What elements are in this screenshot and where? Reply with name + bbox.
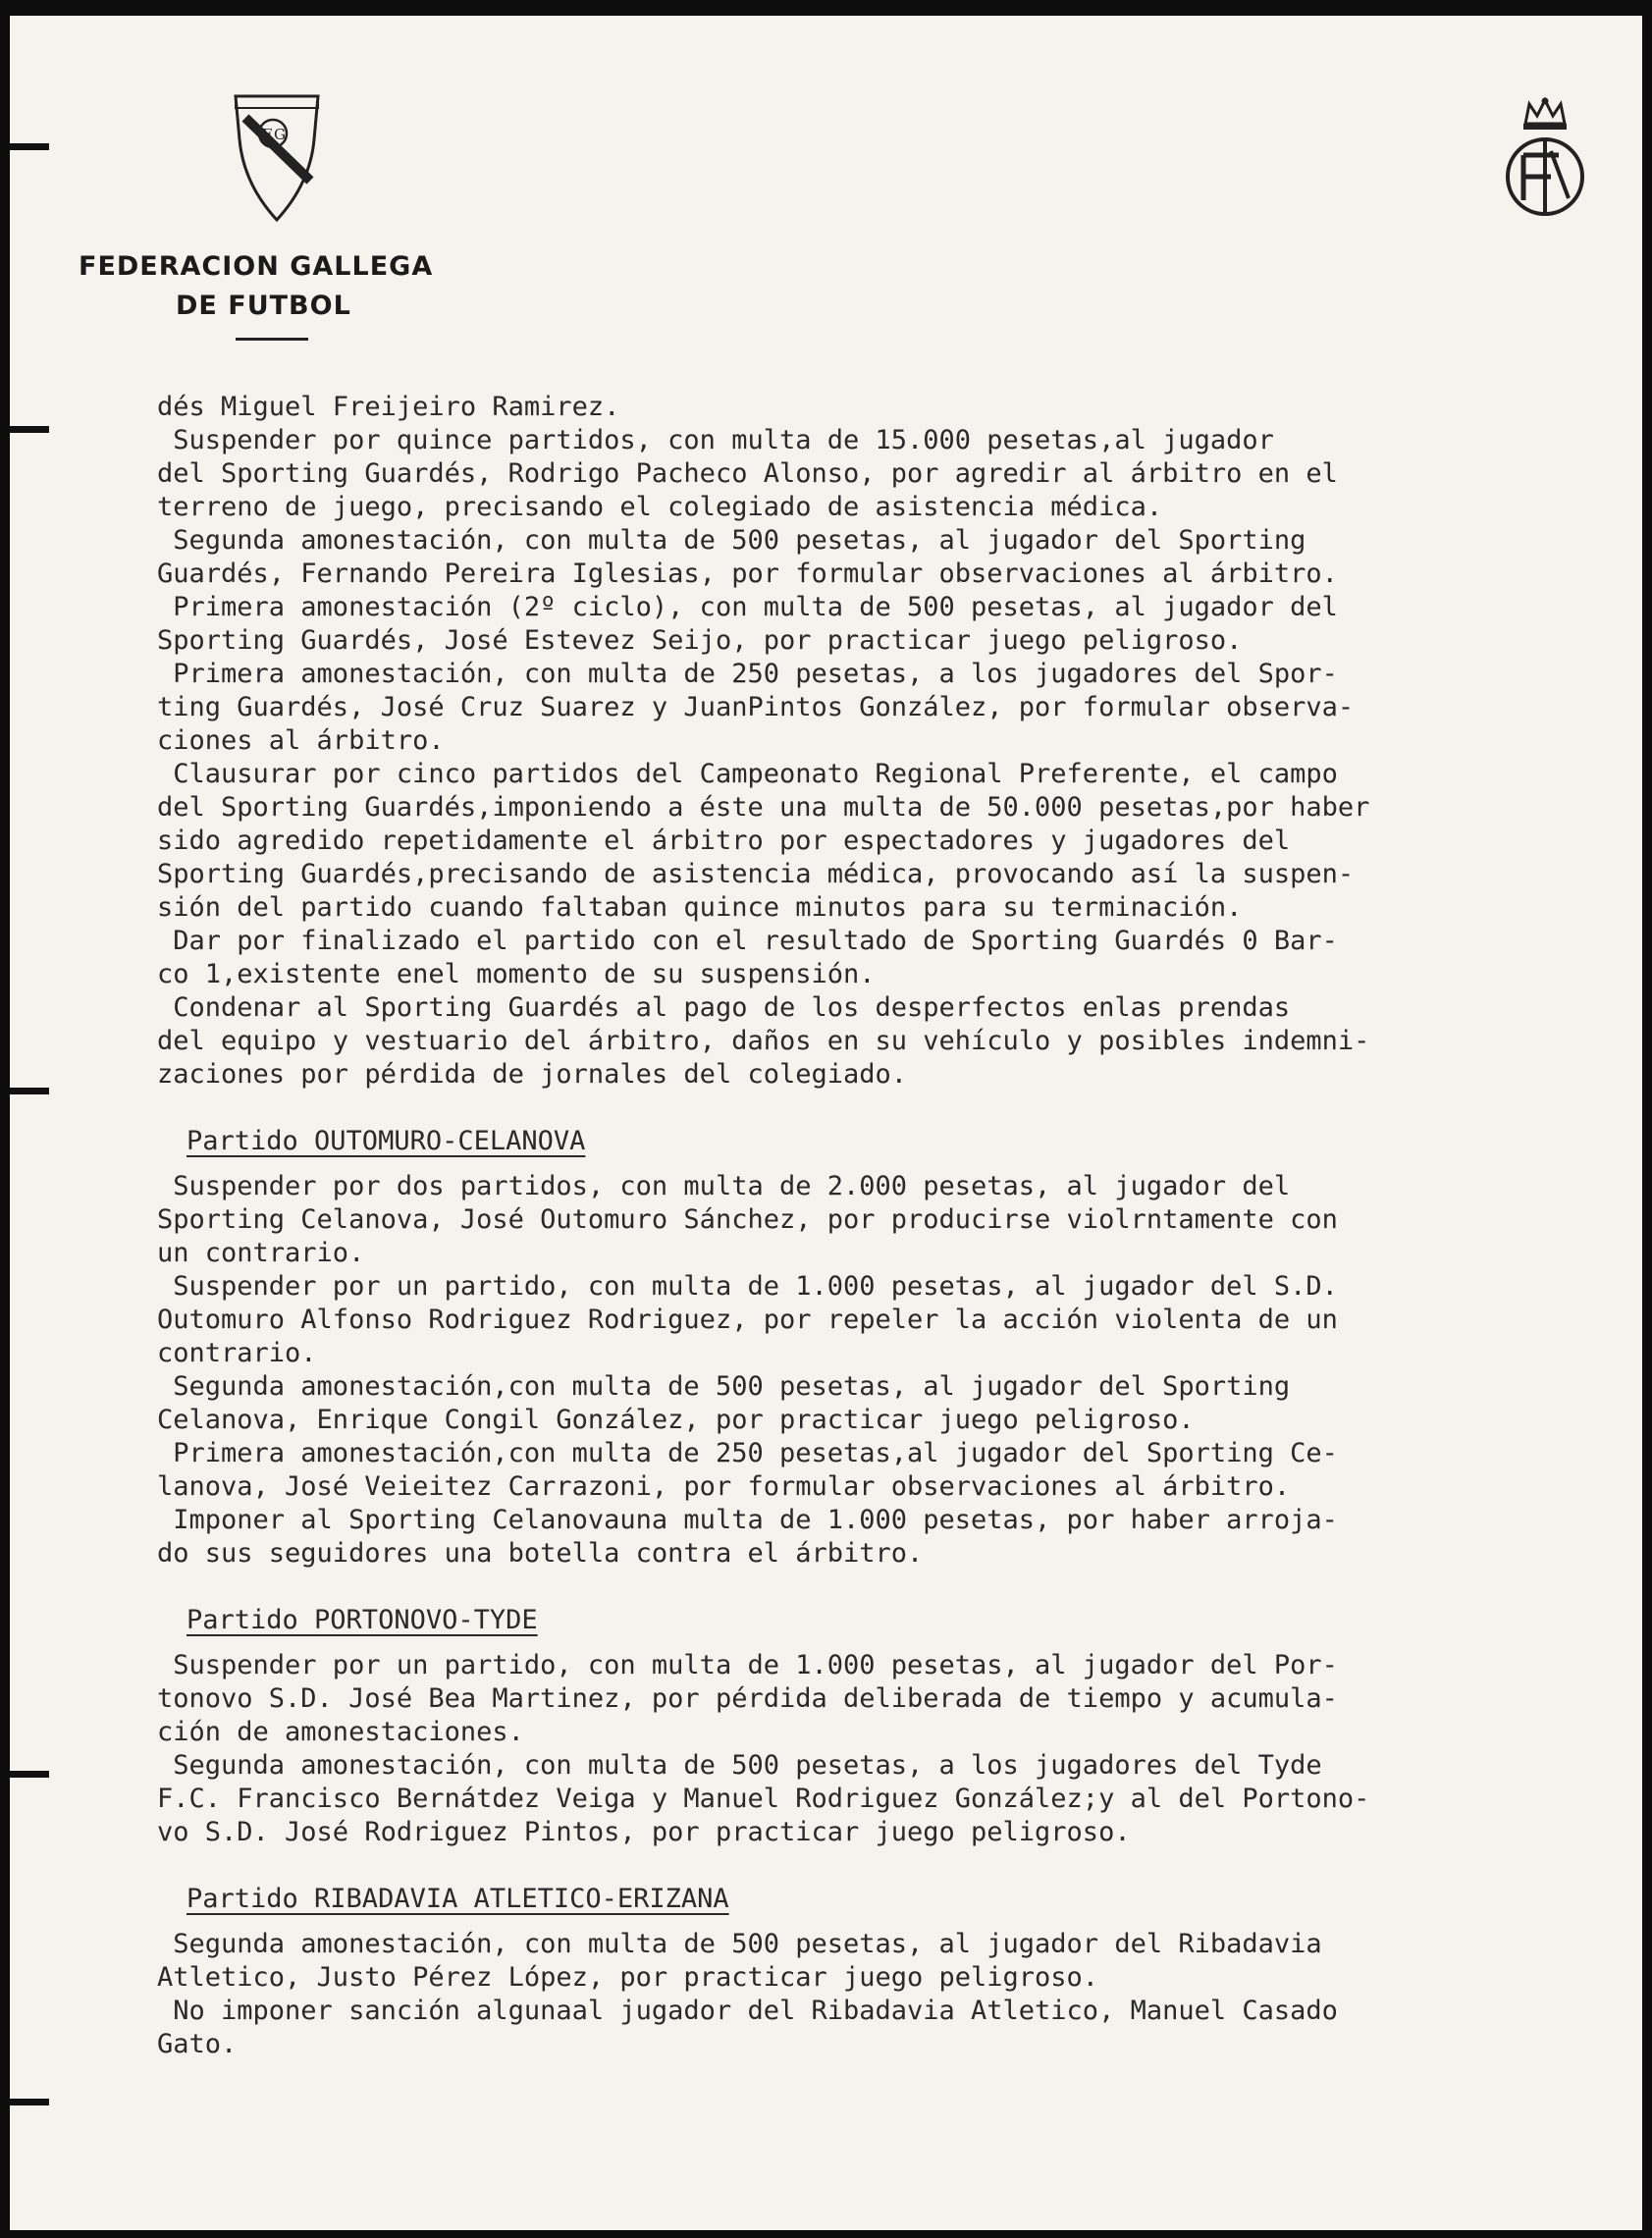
text-line: Suspender por dos partidos, con multa de 2.000 pesetas, al jugador del [157, 1171, 1291, 1201]
document-body [157, 391, 1620, 2061]
document-page [10, 16, 1642, 2230]
section-portonovo-tyde [157, 1604, 1620, 1849]
text-line: sión del partido cuando faltaban quince minutos para su terminación. [157, 892, 1243, 923]
binder-mark [10, 1771, 49, 1778]
text-line: Clausurar por cinco partidos del Campeonato Regional Preferente, el campo [157, 759, 1338, 789]
text-line: F.C. Francisco Bernátdez Veiga y Manuel Rodriguez González;y al del Portono- [157, 1784, 1370, 1814]
text-line: co 1,existente enel momento de su suspensión. [157, 959, 876, 989]
section-heading: Partido RIBADAVIA ATLETICO-ERIZANA [187, 1884, 729, 1914]
text-line: Suspender por quince partidos, con multa de 15.000 pesetas,al jugador [157, 425, 1274, 455]
text-line: Sporting Guardés,precisando de asistencia médica, provocando así la suspen- [157, 859, 1355, 889]
crowned-rfef-crest-icon [1500, 94, 1590, 226]
text-line: Segunda amonestación, con multa de 500 pesetas, al jugador del Sporting [157, 525, 1306, 556]
text-line: sido agredido repetidamente el árbitro por espectadores y jugadores del [157, 826, 1291, 856]
text-line: Primera amonestación,con multa de 250 pesetas,al jugador del Sporting Ce- [157, 1438, 1338, 1468]
federation-name-line2: DE FUTBOL [176, 291, 351, 321]
text-line: Primera amonestación (2º ciclo), con multa de 500 pesetas, al jugador del [157, 592, 1338, 622]
text-line: Dar por finalizado el partido con el resultado de Sporting Guardés 0 Bar- [157, 926, 1338, 956]
text-line: Suspender por un partido, con multa de 1.000 pesetas, al jugador del Por- [157, 1650, 1338, 1680]
binder-mark [10, 2099, 49, 2105]
section-heading: Partido PORTONOVO-TYDE [187, 1605, 538, 1635]
text-line: Atletico, Justo Pérez López, por practicar juego peligroso. [157, 1962, 1099, 1993]
text-line: dés Miguel Freijeiro Ramirez. [157, 392, 620, 422]
section-ribadavia-erizana [157, 1883, 1620, 2061]
text-line: ting Guardés, José Cruz Suarez y JuanPintos González, por formular observa- [157, 692, 1355, 722]
text-line: tonovo S.D. José Bea Martinez, por pérdida deliberada de tiempo y acumula- [157, 1683, 1338, 1714]
text-line: Segunda amonestación, con multa de 500 pesetas, a los jugadores del Tyde [157, 1750, 1322, 1781]
federation-shield-icon [228, 90, 326, 228]
text-line: Guardés, Fernando Pereira Iglesias, por formular observaciones al árbitro. [157, 559, 1338, 589]
text-line: Outomuro Alfonso Rodriguez Rodriguez, por repeler la acción violenta de un [157, 1305, 1338, 1335]
text-line: del Sporting Guardés,imponiendo a éste una multa de 50.000 pesetas,por haber [157, 792, 1370, 823]
text-line: contrario. [157, 1338, 317, 1368]
text-line: Primera amonestación, con multa de 250 pesetas, a los jugadores del Spor- [157, 659, 1338, 689]
text-line: No imponer sanción algunaal jugador del Ribadavia Atletico, Manuel Casado [157, 1996, 1338, 2026]
text-line: ción de amonestaciones. [157, 1717, 524, 1747]
text-line: del equipo y vestuario del árbitro, daños en su vehículo y posibles indemni- [157, 1026, 1370, 1056]
text-line: terreno de juego, precisando el colegiado de asistencia médica. [157, 492, 1163, 522]
section-outomuro-celanova [157, 1125, 1620, 1571]
text-line: Celanova, Enrique Congil González, por practicar juego peligroso. [157, 1405, 1195, 1435]
text-line: ciones al árbitro. [157, 725, 445, 756]
text-line: Suspender por un partido, con multa de 1.000 pesetas, al jugador del S.D. [157, 1271, 1338, 1302]
binder-mark [10, 1088, 49, 1094]
text-line: un contrario. [157, 1238, 365, 1268]
text-line: del Sporting Guardés, Rodrigo Pacheco Alonso, por agredir al árbitro en el [157, 458, 1338, 489]
text-line: Sporting Celanova, José Outomuro Sánchez, por producirse violrntamente con [157, 1204, 1338, 1235]
binder-mark [10, 143, 49, 150]
binder-mark [10, 426, 49, 433]
text-line: lanova, José Veieitez Carrazoni, por formular observaciones al árbitro. [157, 1471, 1291, 1502]
text-line: do sus seguidores una botella contra el árbitro. [157, 1538, 924, 1569]
federation-name-line1: FEDERACION GALLEGA [79, 251, 434, 282]
svg-text:G: G [274, 126, 286, 143]
text-line: zaciones por pérdida de jornales del colegiado. [157, 1059, 908, 1090]
text-line: Imponer al Sporting Celanovauna multa de 1.000 pesetas, por haber arroja- [157, 1505, 1338, 1535]
text-line: vo S.D. José Rodriguez Pintos, por practicar juego peligroso. [157, 1817, 1131, 1847]
section-heading: Partido OUTOMURO-CELANOVA [187, 1126, 586, 1156]
svg-text:F: F [262, 126, 273, 143]
text-line: Gato. [157, 2029, 238, 2059]
text-line: Sporting Guardés, José Estevez Seijo, por practicar juego peligroso. [157, 625, 1243, 656]
intro-block [157, 391, 1620, 1092]
text-line: Segunda amonestación,con multa de 500 pesetas, al jugador del Sporting [157, 1371, 1291, 1402]
text-line: Condenar al Sporting Guardés al pago de los desperfectos enlas prendas [157, 992, 1291, 1023]
text-line: Segunda amonestación, con multa de 500 pesetas, al jugador del Ribadavia [157, 1929, 1322, 1959]
header-rule [236, 338, 308, 341]
